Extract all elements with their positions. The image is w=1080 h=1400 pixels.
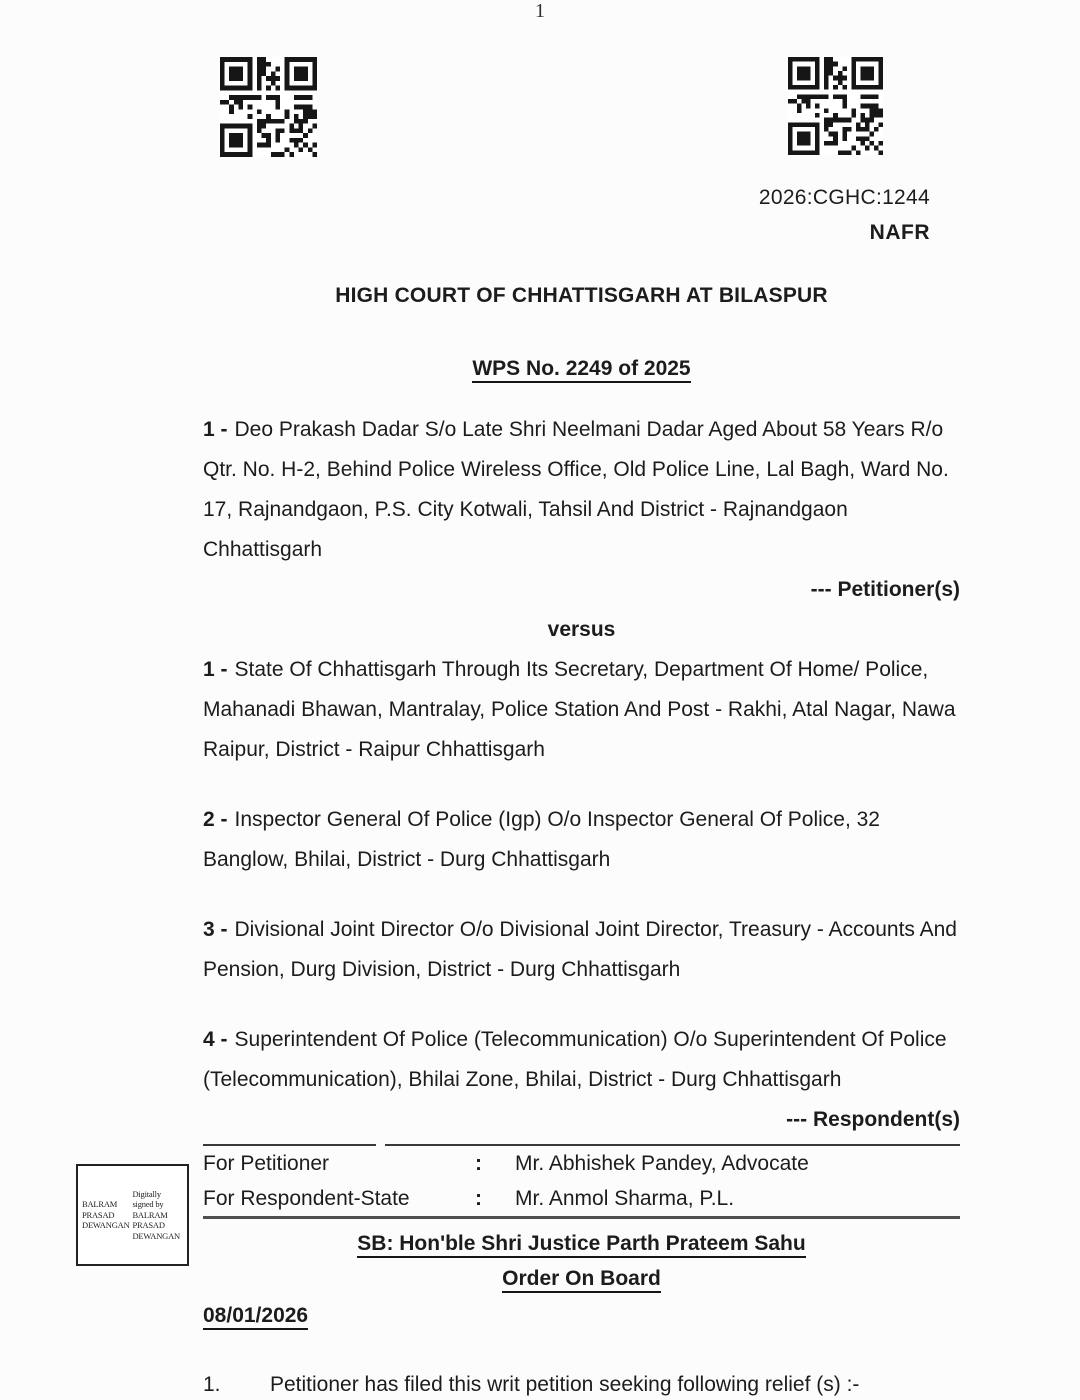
divider-line-top: [203, 1144, 960, 1146]
versus-label: versus: [547, 618, 616, 641]
respondent-item-2: [203, 800, 960, 880]
citation-block: [759, 186, 930, 245]
order-date: 08/01/2026: [203, 1304, 308, 1330]
counsel-colon: :: [475, 1151, 482, 1175]
counsel-name: Mr. Abhishek Pandey, Advocate: [515, 1151, 809, 1175]
order-paragraph-1: [203, 1365, 960, 1400]
counsel-colon: :: [475, 1186, 482, 1210]
bench-block: [203, 1227, 960, 1297]
page-number: 1: [535, 0, 545, 22]
case-number-line: [203, 356, 960, 384]
respondent-number: 3 -: [203, 918, 228, 941]
respondent-item-4: [203, 1020, 960, 1100]
signatory-name: BALRAM PRASAD DEWANGAN: [82, 1199, 130, 1231]
respondent-number: 4 -: [203, 1028, 228, 1051]
counsel-row-petitioner: [203, 1146, 960, 1181]
order-on-board-heading: Order On Board: [502, 1267, 661, 1293]
respondent-text: Superintendent Of Police (Telecommunication) O/o Superintendent Of Police (Telecommunication), Bhilai Zone, Bhilai, District - Durg Chhattisgarh: [203, 1028, 947, 1091]
petitioner-item: [203, 410, 960, 570]
document-body: [203, 283, 960, 1400]
petitioners-label: --- Petitioner(s): [810, 578, 960, 601]
digital-signature-stamp: [76, 1164, 189, 1266]
counsel-name: Mr. Anmol Sharma, P.L.: [515, 1186, 735, 1210]
respondents-label: --- Respondent(s): [786, 1108, 960, 1131]
counsel-table: [203, 1144, 960, 1219]
respondent-text: Inspector General Of Police (Igp) O/o Inspector General Of Police, 32 Banglow, Bhilai, District - Durg Chhattisgarh: [203, 808, 880, 871]
qr-code-right: [788, 57, 883, 155]
respondent-text: State Of Chhattisgarh Through Its Secretary, Department Of Home/ Police, Mahanadi Bhawan, Mantralay, Police Station And Post - Rakhi, Atal Nagar, Nawa Raipur, District - Raipur Chhattisgarh: [203, 658, 956, 761]
case-number: WPS No. 2249 of 2025: [472, 357, 690, 383]
respondent-number: 2 -: [203, 808, 228, 831]
nafr-badge: NAFR: [869, 221, 930, 244]
respondent-item-1: [203, 650, 960, 770]
counsel-row-respondent: [203, 1181, 960, 1216]
qr-code-left: [220, 57, 317, 157]
bench-line: SB: Hon'ble Shri Justice Parth Prateem Sahu: [357, 1232, 805, 1258]
citation-number: 2026:CGHC:1244: [758, 186, 930, 209]
respondent-text: Divisional Joint Director O/o Divisional Joint Director, Treasury - Accounts And Pension, Durg Division, District - Durg Chhattisgarh: [203, 918, 957, 981]
paragraph-text: Petitioner has filed this writ petition seeking following relief (s) :-: [270, 1373, 860, 1396]
respondent-number: 1 -: [203, 658, 228, 681]
petitioner-text: Deo Prakash Dadar S/o Late Shri Neelmani Dadar Aged About 58 Years R/o Qtr. No. H-2, Behind Police Wireless Office, Old Police Line, Lal Bagh, Ward No. 17, Rajnandgaon, P.S. City Kotwali, Tahsil And District - Rajnandgaon Chhattisgarh: [203, 418, 949, 561]
signature-note: Digitally signed by BALRAM PRASAD DEWANGAN: [132, 1188, 180, 1241]
order-date-line: [203, 1303, 960, 1331]
respondent-item-3: [203, 910, 960, 990]
counsel-party-label: For Petitioner: [203, 1151, 330, 1175]
paragraph-number: 1.: [203, 1373, 221, 1396]
counsel-party-label: For Respondent-State: [203, 1186, 410, 1210]
petitioner-number: 1 -: [203, 418, 228, 441]
court-title: HIGH COURT OF CHHATTISGARH AT BILASPUR: [335, 284, 828, 307]
divider-line-bottom: [203, 1216, 960, 1219]
